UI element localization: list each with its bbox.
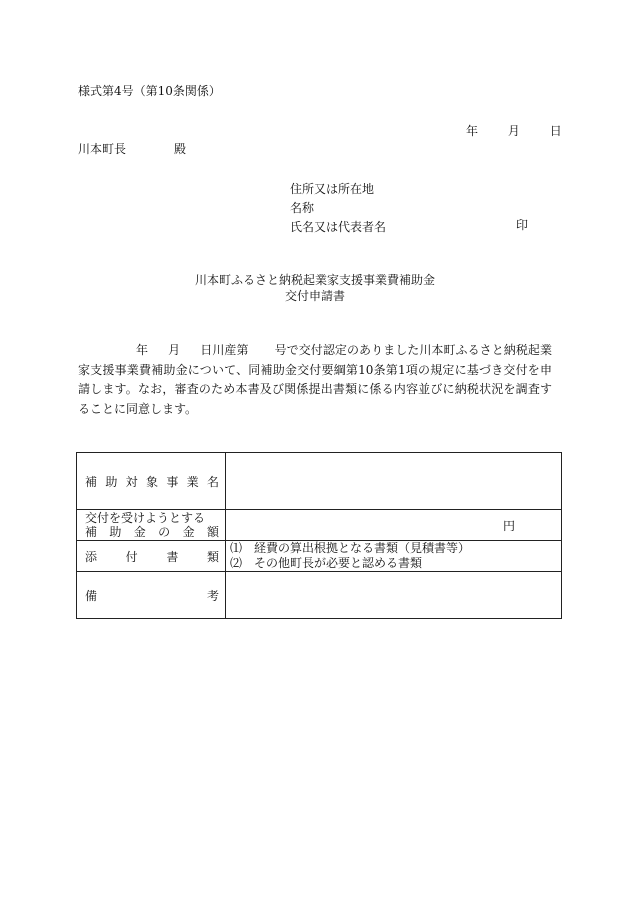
- attachment-item: ⑵ その他町長が必要と認める書類: [230, 556, 423, 570]
- date-year: 年: [466, 124, 479, 138]
- amount-label-line1: 交付を受けようとする: [85, 511, 206, 525]
- body-day-prefix: 日川産第: [200, 343, 249, 357]
- document-subtitle: 交付申請書: [284, 289, 345, 303]
- project-name-value[interactable]: [226, 453, 562, 510]
- remarks-value[interactable]: [226, 572, 562, 619]
- document-title: 川本町ふるさと納税起業家支援事業費補助金: [194, 273, 435, 287]
- date-month: 月: [507, 124, 520, 138]
- attachment-item: ⑴ 経費の算出根拠となる書類（見積書等）: [230, 541, 471, 555]
- application-body: [78, 341, 552, 419]
- application-table: [76, 452, 562, 619]
- amount-unit: 円: [502, 518, 515, 533]
- date-day: 日: [549, 124, 562, 138]
- remarks-label: 備 考: [85, 588, 219, 603]
- attachments-list: [226, 541, 562, 572]
- date-line: [466, 124, 562, 138]
- form-number: 様式第4号（第10条関係）: [78, 84, 221, 98]
- table-row: [77, 541, 562, 572]
- project-name-label-cell: [77, 453, 226, 510]
- remarks-label-cell: [77, 572, 226, 619]
- amount-value[interactable]: [226, 510, 562, 541]
- body-month: 月: [168, 343, 181, 357]
- table-row: [77, 453, 562, 510]
- body-year: 年: [136, 343, 149, 357]
- project-name-label: 補 助 対 象 事 業 名: [85, 474, 219, 489]
- applicant-block: [290, 180, 386, 237]
- name-label: 名称: [290, 201, 315, 215]
- attachments-label: 添 付 書 類: [85, 549, 219, 564]
- address-label: 住所又は所在地: [290, 182, 375, 196]
- body-text: 号で交付認定のありました川本町ふるさと納税起業家支援事業費補助金について、同補助金交付要綱第10条第1項の規定に基づき交付を申請します。なお，審査のため本書及び関係提出書類に係る内容並びに納税状況を調査することに同意します。: [78, 343, 552, 416]
- addressee-honorific: 殿: [174, 142, 187, 156]
- seal-mark: 印: [516, 218, 529, 232]
- amount-label-cell: [77, 510, 226, 541]
- table-row: [77, 572, 562, 619]
- addressee: [78, 142, 186, 156]
- representative-label: 氏名又は代表者名: [290, 220, 387, 234]
- addressee-name: 川本町長: [78, 142, 127, 156]
- table-row: [77, 510, 562, 541]
- attachments-label-cell: [77, 541, 226, 572]
- amount-label-line2: 補 助 金 の 金 額: [85, 525, 219, 539]
